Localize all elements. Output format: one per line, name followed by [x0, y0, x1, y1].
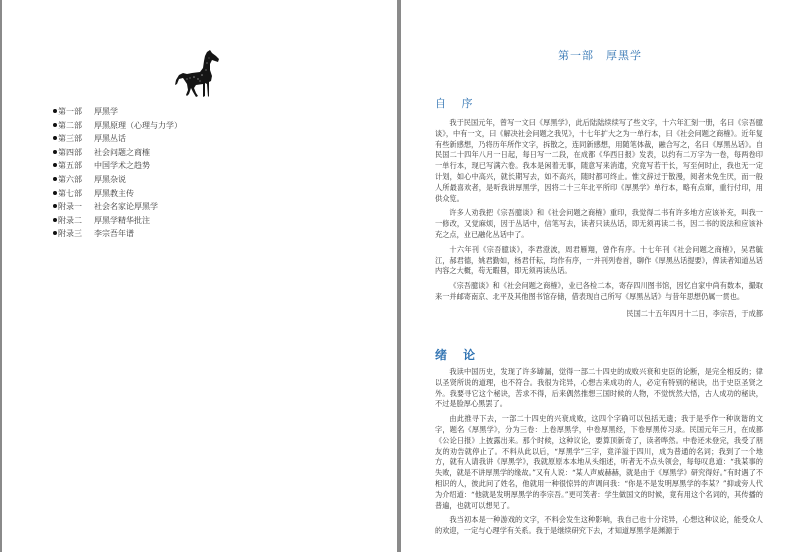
toc-number: 第七部 [58, 188, 82, 198]
toc-title: 中国学术之趋势 [94, 161, 150, 171]
paragraph: 我读中国历史，发现了许多罅漏，觉得一部二十四史的成败兴衰和史臣的论断，是完全相反的；律以圣贤所说的道理，也不符合。我很为诧异，心想古来成功的人，必定有特别的秘诀，出于史臣圣贤之外。我要寻它这个秘诀，苦求不得，后来偶然推想三国时候的人物，不觉恍然大悟，古人成功的秘诀，不过是脸厚心黑罢了。 [435, 367, 763, 409]
bullet-icon [53, 191, 57, 195]
paragraph: 十六年刊《宗吾臆谈》，李君澄波，周君雁翔，曾作有序。十七年刊《社会问题之商榷》，吴君毓江，郝君德，姚君勤如，杨君仟耘，均作有序，一并刊列卷首，聊作《厚黑丛话提要》，俾读者知道丛话内容之大概，苟无暇晷，即无须再读丛话。 [435, 244, 763, 276]
bullet-icon [53, 218, 57, 222]
toc-number: 第二部 [58, 120, 82, 130]
toc-item[interactable] [53, 132, 182, 146]
toc-item[interactable] [53, 200, 182, 214]
signature: 民国二十五年四月十二日，李宗吾，于成都 [626, 308, 763, 318]
toc-number: 第三部 [58, 134, 82, 144]
bullet-icon [53, 123, 57, 127]
prologue-text [435, 367, 763, 541]
toc-item[interactable] [53, 214, 182, 228]
paragraph: 我于民国元年，曾写一文曰《厚黑学》，此后陆陆续续写了些文字，十六年汇刻一册，名曰《宗吾臆谈》，中有一文，曰《解决社会问题之我见》，十七年扩大之为一单行本，曰《社会问题之商榷》。近年复有些新感想，乃将历年所作文字，拆散之，连同新感想，用随笔体裁，融合写之，名曰《厚黑丛话》。自民国二十四年八月一日起，每日写一二段，在成都《华西日报》发表，以约有二万字为一卷，每两卷印一单行本，现已写满六卷。我本是闲着无事，随意写来消遣，究竟写若干长，写至何时止，我也无一定计划，如心中高兴，就长期写去，如不高兴，随时都可终止。惟文辞过于散漫，阅者未免生厌，而一般人所最喜欢者，是听我讲厚黑学，因将二十三年北平所印《厚黑学》单行本，略有点窜，重行付印，用供众览。 [435, 118, 763, 203]
bullet-icon [53, 177, 57, 181]
toc-title: 厚黑丛话 [94, 134, 126, 144]
toc-title: 厚黑学精华批注 [94, 215, 150, 225]
toc-item[interactable] [53, 159, 182, 173]
toc-item[interactable] [53, 227, 182, 241]
bullet-icon [53, 109, 57, 113]
bullet-icon [53, 163, 57, 167]
toc-item[interactable] [53, 187, 182, 201]
preface-text [435, 118, 763, 324]
toc-title: 厚黑教主传 [94, 188, 134, 198]
toc-title: 厚黑原理（心理与力学） [94, 120, 182, 130]
toc-item[interactable] [53, 173, 182, 187]
bullet-icon [53, 150, 57, 154]
paragraph: 由此推寻下去，一部二十四史的兴衰成败，这四个字确可以包括无遗；我于是乎作一种诙谐的文字，题名《厚黑学》，分为三卷：上卷厚黑学，中卷厚黑经，下卷厚黑传习录。民国元年三月，在成都《公论日报》上披露出来。那个时候，这种议论，要算顶新奇了，读者哗然。中卷还未登完，我受了朋友的劝告就停止了。不料从此以后，“厚黑学”三字，竟洋溢于四川，成为普通的名词；我到了一个地方，就有人请我讲《厚黑学》，我就原原本本地从头细述，听者无不点头领会，每每叹息道：“我某事的失败，就是不讲厚黑学的缘故。”又有人说：“某人声威赫赫，就是由于《厚黑学》研究得好。”有时遇了不相识的人，彼此问了姓名，他就用一种很惊异的声调问我：“你是不是发明厚黑学的李某？”抑或旁人代为介绍道：“他就是发明厚黑学的李宗吾。”更可笑者：学生做国文的时候，竟有用这个名词的，其传播的普遍，也就可以想见了。 [435, 414, 763, 510]
paragraph: 《宗吾臆谈》和《社会问题之商榷》，业已各检二本，寄存四川图书馆，因忆自家中尚有数本，撮取来一并邮寄南京、北平及其他图书馆存储，借表现自己所写《厚黑丛话》与昔年思想仍属一贯也。 [435, 281, 763, 301]
left-page [2, 0, 397, 552]
part-title: 第一部 厚黑学 [558, 49, 642, 62]
toc-title: 厚黑学 [94, 107, 118, 116]
toc-title: 社会问题之商榷 [94, 147, 150, 157]
toc-item[interactable] [53, 146, 182, 160]
bullet-icon [53, 136, 57, 140]
toc-number: 附录一 [58, 202, 82, 212]
bullet-icon [53, 231, 57, 235]
toc-number: 第五部 [58, 161, 82, 171]
toc-number: 附录三 [58, 229, 82, 239]
toc-title: 李宗吾年谱 [94, 229, 134, 239]
toc-item[interactable] [53, 119, 182, 133]
toc-number: 第一部 [58, 107, 82, 116]
horse-illustration-icon [174, 48, 224, 100]
toc-title: 社会名家论厚黑学 [94, 202, 158, 212]
toc-item[interactable] [53, 105, 182, 119]
paragraph: 我当初本是一种游戏的文字，不料会发生这种影响，我自己也十分诧异，心想这种议论，能受众人的欢迎，一定与心理学有关系。我于是继续研究下去，才知道厚黑学是渊源于 [435, 515, 763, 536]
right-page [401, 0, 799, 552]
toc-number: 第四部 [58, 147, 82, 157]
section-heading-preface: 自 序 [435, 97, 479, 110]
toc-title: 厚黑杂说 [94, 174, 126, 184]
section-heading-prologue: 绪 论 [435, 348, 482, 362]
bullet-icon [53, 204, 57, 208]
paragraph: 许多人劝我把《宗吾臆谈》和《社会问题之商榷》重印，我觉得二书有许多地方应该补充，叫我一一修改，又觉麻烦，因于丛话中，信笔写去，读者只读丛话，即无须再读二书，因二书的说法和应该补充之点，业已融化丛话中了。 [435, 208, 763, 239]
table-of-contents [53, 105, 182, 241]
toc-number: 第六部 [58, 174, 82, 184]
toc-number: 附录二 [58, 215, 82, 225]
